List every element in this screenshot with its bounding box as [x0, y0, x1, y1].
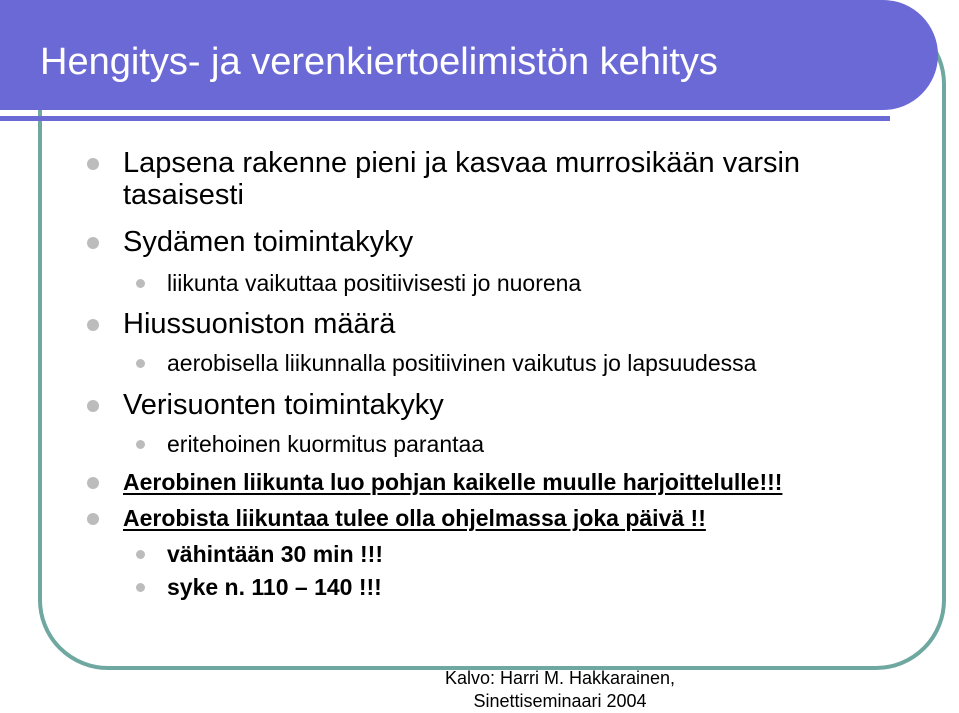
bullet-dot-icon — [87, 477, 99, 489]
bullet-item — [123, 147, 923, 211]
bullet-text: eritehoinen kuormitus parantaa — [167, 431, 485, 457]
bullet-item — [123, 226, 413, 258]
footer-credit: Kalvo: Harri M. Hakkarainen, — [444, 668, 676, 688]
sub-bullet-item — [167, 541, 383, 567]
sub-bullet-item — [167, 431, 484, 457]
bullet-dot-icon — [87, 158, 99, 170]
slide-title: Hengitys- ja verenkiertoelimistön kehitys — [40, 41, 718, 83]
bullet-text: Aerobinen liikunta luo pohjan kaikelle muulle harjoittelulle!!! — [123, 469, 783, 495]
sub-bullet-item — [167, 574, 382, 600]
bullet-text: Lapsena rakenne pieni ja kasvaa murrosikään varsin tasaisesti — [123, 147, 801, 211]
title-underline — [0, 116, 890, 121]
sub-bullet-item — [167, 350, 756, 376]
bullet-text: Hiussuoniston määrä — [123, 308, 396, 340]
bullet-text: aerobisella liikunnalla positiivinen vaikutus jo lapsuudessa — [167, 350, 757, 376]
bullet-item-emphasis — [123, 505, 706, 531]
bullet-text: Verisuonten toimintakyky — [123, 389, 444, 421]
bullet-text: Aerobista liikuntaa tulee olla ohjelmassa joka päivä !! — [123, 505, 706, 531]
bullet-dot-icon — [136, 279, 145, 288]
bullet-text: vähintään 30 min !!! — [167, 541, 383, 567]
bullet-dot-icon — [87, 513, 99, 525]
bullet-dot-icon — [136, 550, 145, 559]
bullet-item — [123, 308, 395, 340]
bullet-text: Sydämen toimintakyky — [123, 226, 414, 258]
bullet-dot-icon — [136, 359, 145, 368]
slide-footer — [400, 667, 720, 713]
bullet-item-emphasis — [123, 469, 782, 495]
bullet-text: liikunta vaikuttaa positiivisesti jo nuorena — [167, 270, 582, 296]
bullet-dot-icon — [87, 237, 99, 249]
slide-frame — [38, 14, 946, 670]
bullet-dot-icon — [136, 583, 145, 592]
sub-bullet-item — [167, 270, 581, 296]
bullet-dot-icon — [87, 319, 99, 331]
bullet-text: syke n. 110 – 140 !!! — [167, 574, 382, 600]
bullet-dot-icon — [136, 440, 145, 449]
footer-event: Sinettiseminaari 2004 — [473, 691, 647, 711]
bullet-item — [123, 389, 444, 421]
bullet-dot-icon — [87, 400, 99, 412]
